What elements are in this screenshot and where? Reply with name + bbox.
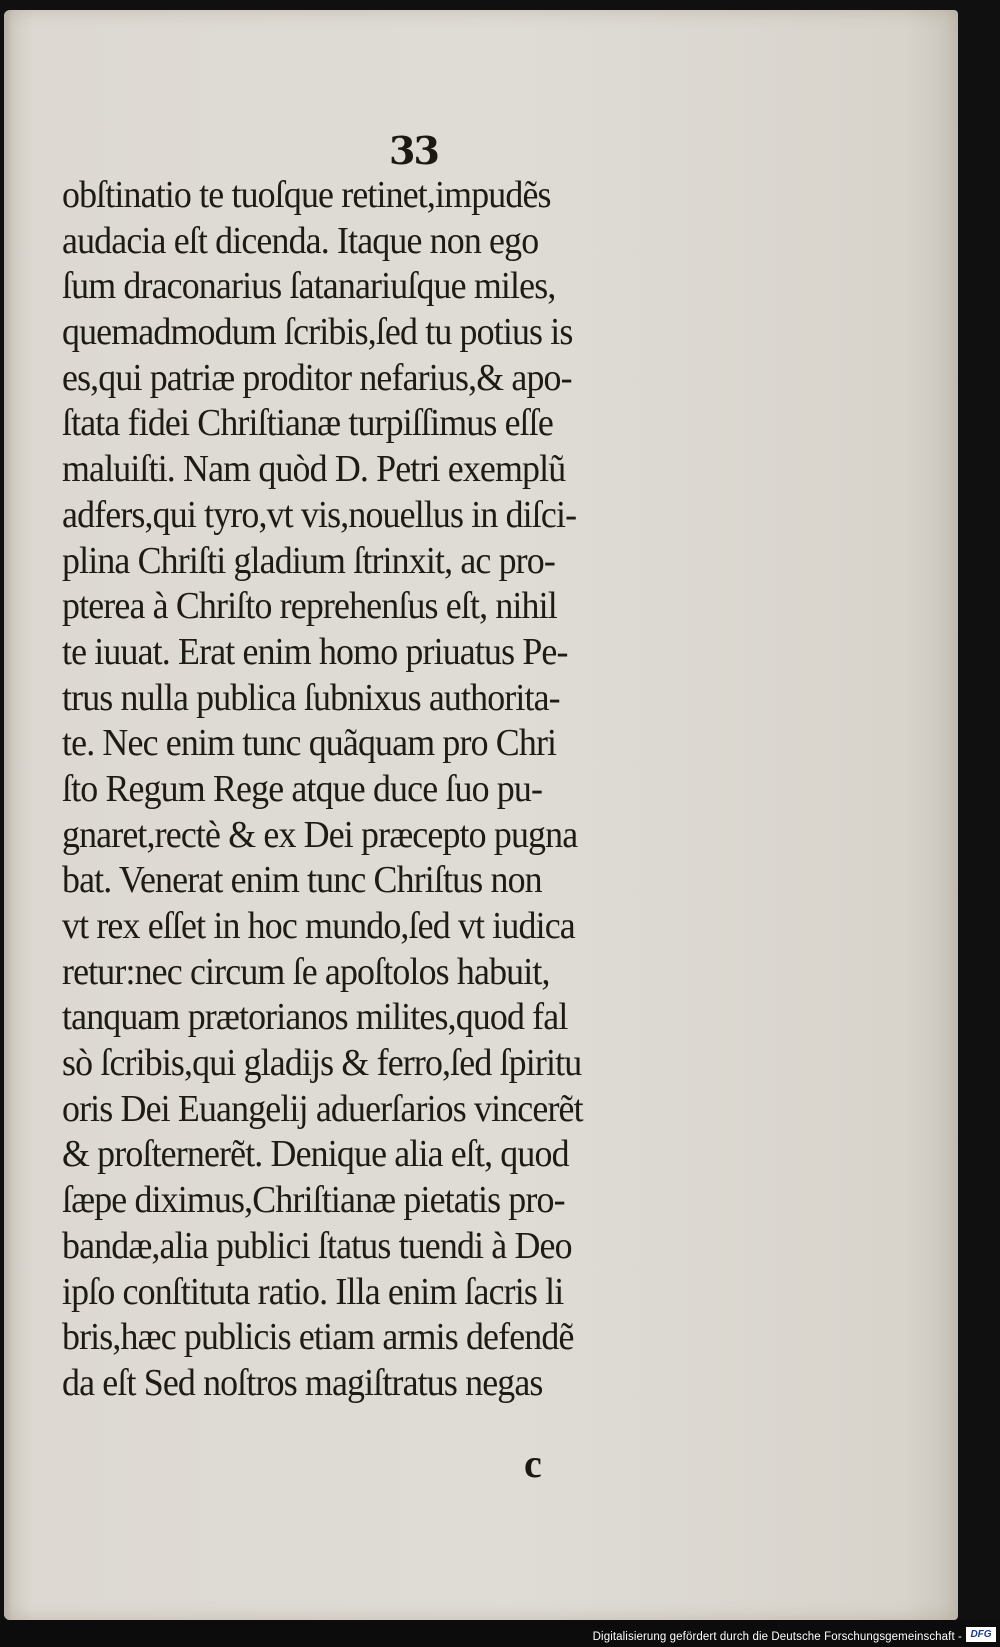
- signature-mark: c: [524, 1441, 542, 1486]
- text-line: ſtata fidei Chriſtianæ turpiſſimus eſſe: [62, 402, 553, 445]
- text-line: obſtinatio te tuoſque retinet,impudẽs: [62, 174, 551, 216]
- text-line: quemadmodum ſcribis,ſed tu potius is: [62, 311, 573, 354]
- text-line: tanquam prætorianos milites,quod fal: [62, 996, 568, 1039]
- text-line: oris Dei Euangelij aduerſarios vincerẽt: [62, 1087, 583, 1130]
- body-text: [62, 173, 742, 1407]
- text-line: sò ſcribis,qui gladijs & ferro,ſed ſpiritu: [62, 1042, 582, 1085]
- text-line: plina Chriſti gladium ſtrinxit, ac pro-: [62, 539, 555, 582]
- page-number: 33: [389, 128, 438, 173]
- text-line: retur:nec circum ſe apoſtolos habuit,: [62, 950, 550, 993]
- text-line: bris,hæc publicis etiam armis defendẽ: [62, 1316, 574, 1359]
- text-line: da eſt Sed noſtros magiſtratus negas: [62, 1361, 543, 1404]
- text-line: vt rex eſſet in hoc mundo,ſed vt iudica: [62, 905, 575, 947]
- text-line: ipſo conſtituta ratio. Illa enim ſacris li: [62, 1270, 564, 1313]
- text-line: te iuuat. Erat enim homo priuatus Pe-: [62, 630, 568, 673]
- text-line: adfers,qui tyro,vt vis,nouellus in diſci-: [62, 493, 577, 536]
- dfg-logo: DFG: [966, 1627, 996, 1642]
- text-line: & proſternerẽt. Denique alia eſt, quod: [62, 1133, 569, 1176]
- footer-bar: [0, 1620, 1000, 1647]
- text-line: ſæpe diximus,Chriſtianæ pietatis pro-: [62, 1179, 565, 1222]
- text-line: bat. Venerat enim tunc Chriſtus non: [62, 859, 542, 902]
- text-line: trus nulla publica ſubnixus authorita-: [62, 676, 560, 719]
- text-line: es,qui patriæ proditor nefarius,& apo-: [62, 356, 572, 399]
- text-line: bandæ,alia publici ſtatus tuendi à Deo: [62, 1224, 572, 1267]
- text-line: maluiſti. Nam quòd D. Petri exemplũ: [62, 448, 566, 491]
- funding-credit: Digitalisierung gefördert durch die Deutsche Forschungsgemeinschaft -: [592, 1631, 962, 1643]
- text-line: te. Nec enim tunc quãquam pro Chri: [62, 722, 557, 765]
- text-line: gnaret,rectè & ex Dei præcepto pugna: [62, 813, 578, 856]
- text-line: ſto Regum Rege atque duce ſuo pu-: [62, 767, 543, 810]
- text-line: pterea à Chriſto reprehenſus eſt, nihil: [62, 585, 557, 628]
- book-page: [4, 10, 958, 1620]
- text-line: audacia eſt dicenda. Itaque non ego: [62, 219, 539, 262]
- page-edge: [4, 10, 12, 1620]
- text-line: ſum draconarius ſatanariuſque miles,: [62, 265, 556, 308]
